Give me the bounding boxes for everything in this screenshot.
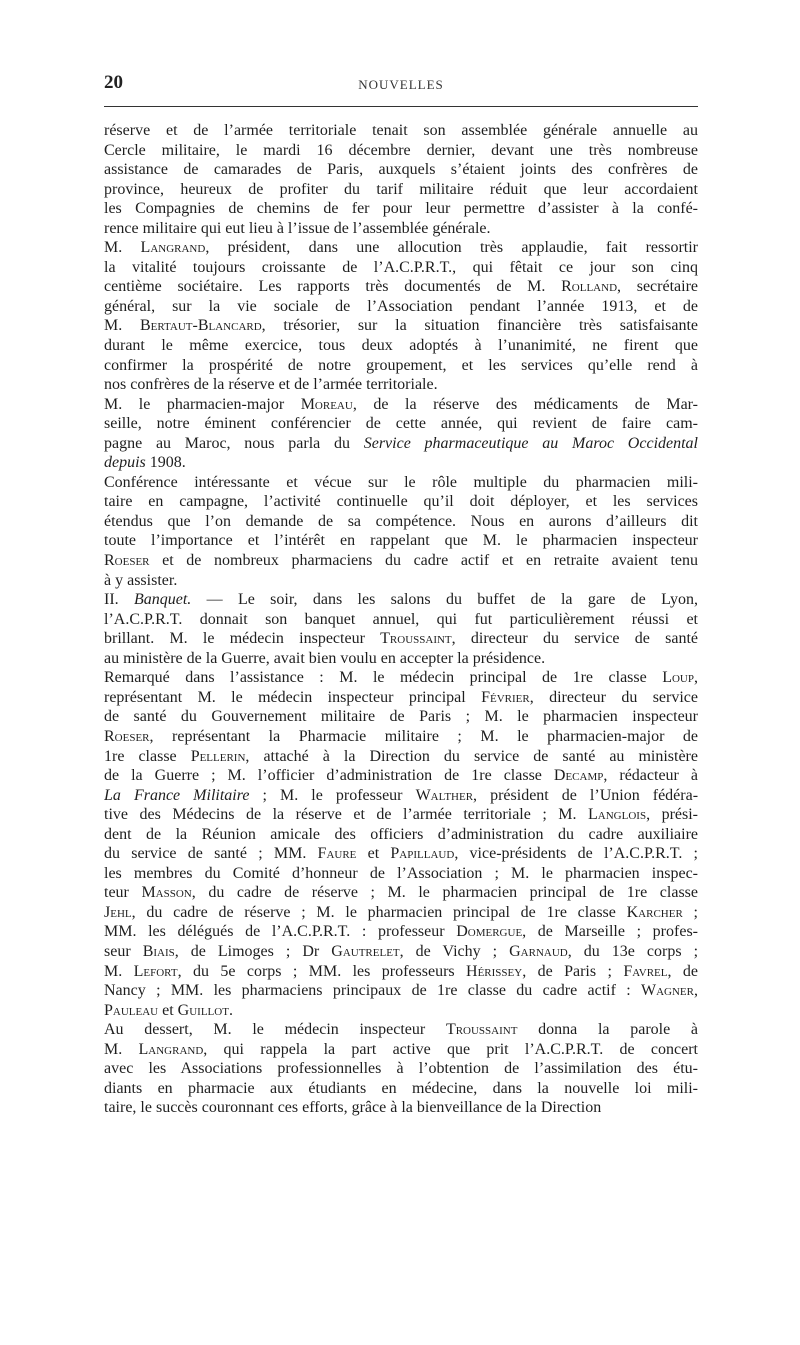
text-segment: donna la parole à (517, 1021, 698, 1039)
proper-name: Troussaint (380, 630, 452, 648)
text-segment: , vice-présidents de l’A.C.P.R.T. ; (454, 845, 698, 863)
text-segment: du service de santé ; MM. (104, 845, 318, 863)
text-segment: réserve et de l’armée territoriale tenait son assemblée générale annuelle au (104, 122, 698, 139)
text-segment: M. (104, 1040, 139, 1058)
proper-name: Pauleau (104, 1001, 159, 1019)
text-segment: durant le même exercice, tous deux adoptés à l’unanimité, ne firent que (104, 337, 698, 355)
proper-name: Langrand (138, 1040, 204, 1058)
text-segment: , secrétaire (617, 278, 698, 296)
text-segment: de la Guerre ; M. l’officier d’administration de 1re classe (104, 767, 554, 785)
text-line (104, 551, 698, 571)
text-segment: confirmer la prospérité de notre groupement, et les services qu’elle rend à (104, 356, 698, 374)
text-line (104, 414, 698, 434)
text-segment: les membres du Comité d’honneur de l’Association ; M. le pharmacien inspec- (104, 864, 698, 882)
text-line (104, 356, 698, 376)
text-segment: seille, notre éminent conférencier de cette année, qui revient de faire cam- (104, 415, 698, 433)
proper-name: Troussaint (445, 1021, 518, 1039)
text-segment: ; M. le professeur (249, 786, 416, 804)
text-line (104, 805, 698, 825)
text-segment: , directeur du service de santé (451, 630, 698, 648)
text-segment: , président, dans une allocution très applaudie, fait ressortir (205, 239, 698, 257)
proper-name: Langlois (588, 806, 647, 824)
proper-name: Walther (415, 786, 474, 804)
text-line (104, 238, 698, 258)
text-segment: Nancy ; MM. les pharmaciens principaux de 1re classe du cadre actif : (104, 982, 641, 1000)
text-segment: 1908. (145, 454, 186, 472)
running-title: NOUVELLES (358, 77, 444, 92)
text-line (104, 141, 698, 161)
proper-name: Domergue (456, 923, 523, 941)
text-line (104, 1059, 698, 1079)
text-segment: Conférence intéressante et vécue sur le rôle multiple du pharmacien mili- (104, 473, 698, 491)
text-line (104, 590, 698, 610)
text-line (104, 922, 698, 942)
text-segment: , rédacteur à (603, 767, 698, 785)
text-segment: et (158, 1001, 178, 1019)
text-line (104, 512, 698, 532)
proper-name: Hérissey (466, 962, 523, 980)
text-line (104, 688, 698, 708)
text-line (104, 180, 698, 200)
proper-name: Faure (317, 845, 357, 863)
text-segment: , qui rappela la part active que prit l’A.C.P.R.T. de concert (203, 1040, 698, 1058)
text-line (104, 316, 698, 336)
text-line (104, 981, 698, 1001)
proper-name: Moreau (300, 395, 353, 413)
text-segment: la vitalité toujours croissante de l’A.C.P.R.T., qui fêtait ce jour son cinq (104, 258, 698, 276)
text-segment: dent de la Réunion amicale des officiers d’administration du cadre auxiliaire (104, 825, 698, 843)
proper-name: Gautrelet (331, 942, 400, 960)
text-segment: teur (104, 884, 142, 902)
text-segment: taire, le succès couronnant ces efforts, grâce à la bienveillance de la Direction (104, 1099, 602, 1117)
text-segment: nos confrères de la réserve et de l’armée territoriale. (104, 376, 438, 394)
text-line (104, 571, 698, 591)
text-segment: centième sociétaire. Les rapports très documentés de M. (104, 278, 562, 296)
proper-name: Papillaud (390, 845, 455, 863)
text-segment: , de (667, 962, 698, 980)
text-segment: M. (104, 239, 141, 257)
text-segment: — Le soir, dans les salons du buffet de la gare de Lyon, (191, 591, 698, 609)
text-line (104, 434, 698, 454)
proper-name: Decamp (553, 767, 604, 785)
text-segment: , prési- (646, 806, 698, 824)
text-line (104, 473, 698, 493)
proper-name: Wagner (641, 982, 694, 1000)
proper-name: Guillot (177, 1001, 229, 1019)
text-segment: Remarqué dans l’assistance : M. le médecin principal de 1re classe (104, 669, 663, 687)
proper-name: Pellerin (190, 747, 246, 765)
text-line (104, 668, 698, 688)
text-segment: province, heureux de profiter du tarif militaire réduit que leur accordaient (104, 180, 698, 198)
text-segment: brillant. M. le médecin inspecteur (104, 630, 381, 648)
text-line (104, 883, 698, 903)
article-body (104, 121, 698, 1118)
text-segment: , trésorier, sur la situation financière très satisfaisante (261, 317, 698, 335)
text-segment: diants en pharmacie aux étudiants en médecine, dans la nouvelle loi mili- (104, 1079, 698, 1097)
proper-name: Loup (662, 669, 694, 687)
proper-name: Lefort (133, 962, 178, 980)
text-segment: , de la réserve des médicaments de Mar- (352, 395, 698, 413)
text-line (104, 258, 698, 278)
text-line (104, 492, 698, 512)
text-segment: M. (104, 317, 140, 335)
text-line (104, 727, 698, 747)
text-line (104, 825, 698, 845)
text-segment: assistance de camarades de Paris, auxquels s’étaient joints des confrères de (104, 161, 698, 179)
proper-name: Jehl (104, 903, 132, 921)
text-line (104, 649, 698, 669)
text-line (104, 1040, 698, 1060)
header-rule (104, 106, 698, 107)
text-segment: 1re classe (104, 747, 191, 765)
text-segment: , du 13e corps ; (567, 942, 698, 960)
text-line (104, 629, 698, 649)
text-line (104, 1001, 698, 1021)
proper-name: Roeser (104, 552, 150, 570)
proper-name: Rolland (561, 278, 618, 296)
text-segment: Cercle militaire, le mardi 16 décembre dernier, devant une très nombreuse (104, 141, 698, 159)
text-line (104, 844, 698, 864)
proper-name: Février (481, 688, 530, 706)
text-line (104, 121, 698, 141)
proper-name: Biais (142, 942, 175, 960)
italic-text: Banquet. (133, 591, 192, 609)
text-line (104, 707, 698, 727)
text-segment: les Compagnies de chemins de fer pour leur permettre d’assister à la confé- (104, 200, 698, 218)
text-line (104, 942, 698, 962)
text-line (104, 336, 698, 356)
proper-name: Roeser (104, 727, 150, 745)
text-line (104, 531, 698, 551)
text-segment: , directeur du service (529, 688, 698, 706)
text-segment: étendus que l’on demande de sa compétence. Nous en aurons d’ailleurs dit (104, 512, 698, 530)
text-line (104, 903, 698, 923)
page-header (104, 72, 698, 102)
text-segment: général, sur la vie sociale de l’Association pendant l’année 1913, et de (104, 297, 698, 315)
text-segment: , représentant la Pharmacie militaire ; M. le pharmacien-major de (149, 727, 698, 745)
text-line (104, 1079, 698, 1099)
text-segment: , (694, 669, 698, 687)
text-segment: toute l’importance et l’intérêt en rappelant que M. le pharmacien inspecteur (104, 532, 698, 550)
text-line (104, 297, 698, 317)
text-segment: taire en campagne, l’activité continuelle qu’il doit déployer, et les services (104, 493, 698, 511)
text-segment: , de Paris ; (522, 962, 624, 980)
italic-text: Service pharmaceutique au Maroc Occidental (363, 434, 698, 452)
text-segment: , de Vichy ; (399, 942, 510, 960)
text-segment: . (228, 1001, 233, 1019)
text-segment: , attaché à la Direction du service de santé au ministère (245, 747, 698, 765)
text-line (104, 747, 698, 767)
text-line (104, 962, 698, 982)
text-segment: et (356, 845, 391, 863)
text-segment: tive des Médecins de la réserve et de l’armée territoriale ; M. (104, 806, 589, 824)
text-line (104, 864, 698, 884)
text-segment: au ministère de la Guerre, avait bien voulu en accepter la présidence. (104, 649, 546, 667)
text-line (104, 1020, 698, 1040)
text-line (104, 375, 698, 395)
proper-name: Garnaud (509, 942, 568, 960)
proper-name: Karcher (626, 903, 683, 921)
text-segment: rence militaire qui eut lieu à l’issue de l’assemblée générale. (104, 219, 491, 237)
text-segment: M. le pharmacien-major (104, 395, 301, 413)
italic-text: La France Militaire (104, 786, 250, 804)
text-line (104, 453, 698, 473)
text-segment: ; (682, 903, 698, 921)
text-line (104, 786, 698, 806)
text-segment: , de Limoges ; Dr (174, 942, 332, 960)
text-segment: II. (104, 591, 134, 609)
page-number: 20 (104, 72, 123, 93)
text-segment: MM. les délégués de l’A.C.P.R.T. : professeur (104, 923, 457, 941)
text-segment: , du 5e corps ; MM. les professeurs (177, 962, 467, 980)
text-segment: avec les Associations professionnelles à l’obtention de l’assimilation des étu- (104, 1060, 698, 1078)
text-segment: , (694, 982, 698, 1000)
document-page (104, 0, 698, 1345)
text-line (104, 160, 698, 180)
text-segment: seur (104, 942, 143, 960)
text-line (104, 277, 698, 297)
text-line (104, 395, 698, 415)
text-segment: , de Marseille ; profes- (522, 923, 698, 941)
proper-name: Langrand (140, 239, 206, 257)
text-line (104, 610, 698, 630)
proper-name: Favrel (623, 962, 668, 980)
text-segment: , président de l’Union fédéra- (473, 786, 698, 804)
text-segment: , du cadre de réserve ; M. le pharmacien principal de 1re classe (131, 903, 627, 921)
text-line (104, 199, 698, 219)
text-segment: et de nombreux pharmaciens du cadre actif et en retraite avaient tenu (149, 552, 698, 570)
text-segment: M. (104, 962, 134, 980)
text-segment: pagne au Maroc, nous parla du (104, 434, 364, 452)
text-line (104, 219, 698, 239)
text-line (104, 766, 698, 786)
text-segment: représentant M. le médecin inspecteur principal (104, 688, 482, 706)
text-segment: l’A.C.P.R.T. donnait son banquet annuel, qui fut particulièrement réussi et (104, 610, 698, 628)
text-line (104, 1098, 698, 1118)
text-segment: de santé du Gouvernement militaire de Paris ; M. le pharmacien inspecteur (104, 708, 698, 726)
text-segment: , du cadre de réserve ; M. le pharmacien principal de 1re classe (191, 884, 698, 902)
text-segment: à y assister. (104, 571, 178, 589)
proper-name: Masson (141, 884, 192, 902)
text-segment: Au dessert, M. le médecin inspecteur (104, 1021, 446, 1039)
proper-name: Bertaut-Blancard (139, 317, 262, 335)
italic-text: depuis (104, 454, 146, 472)
